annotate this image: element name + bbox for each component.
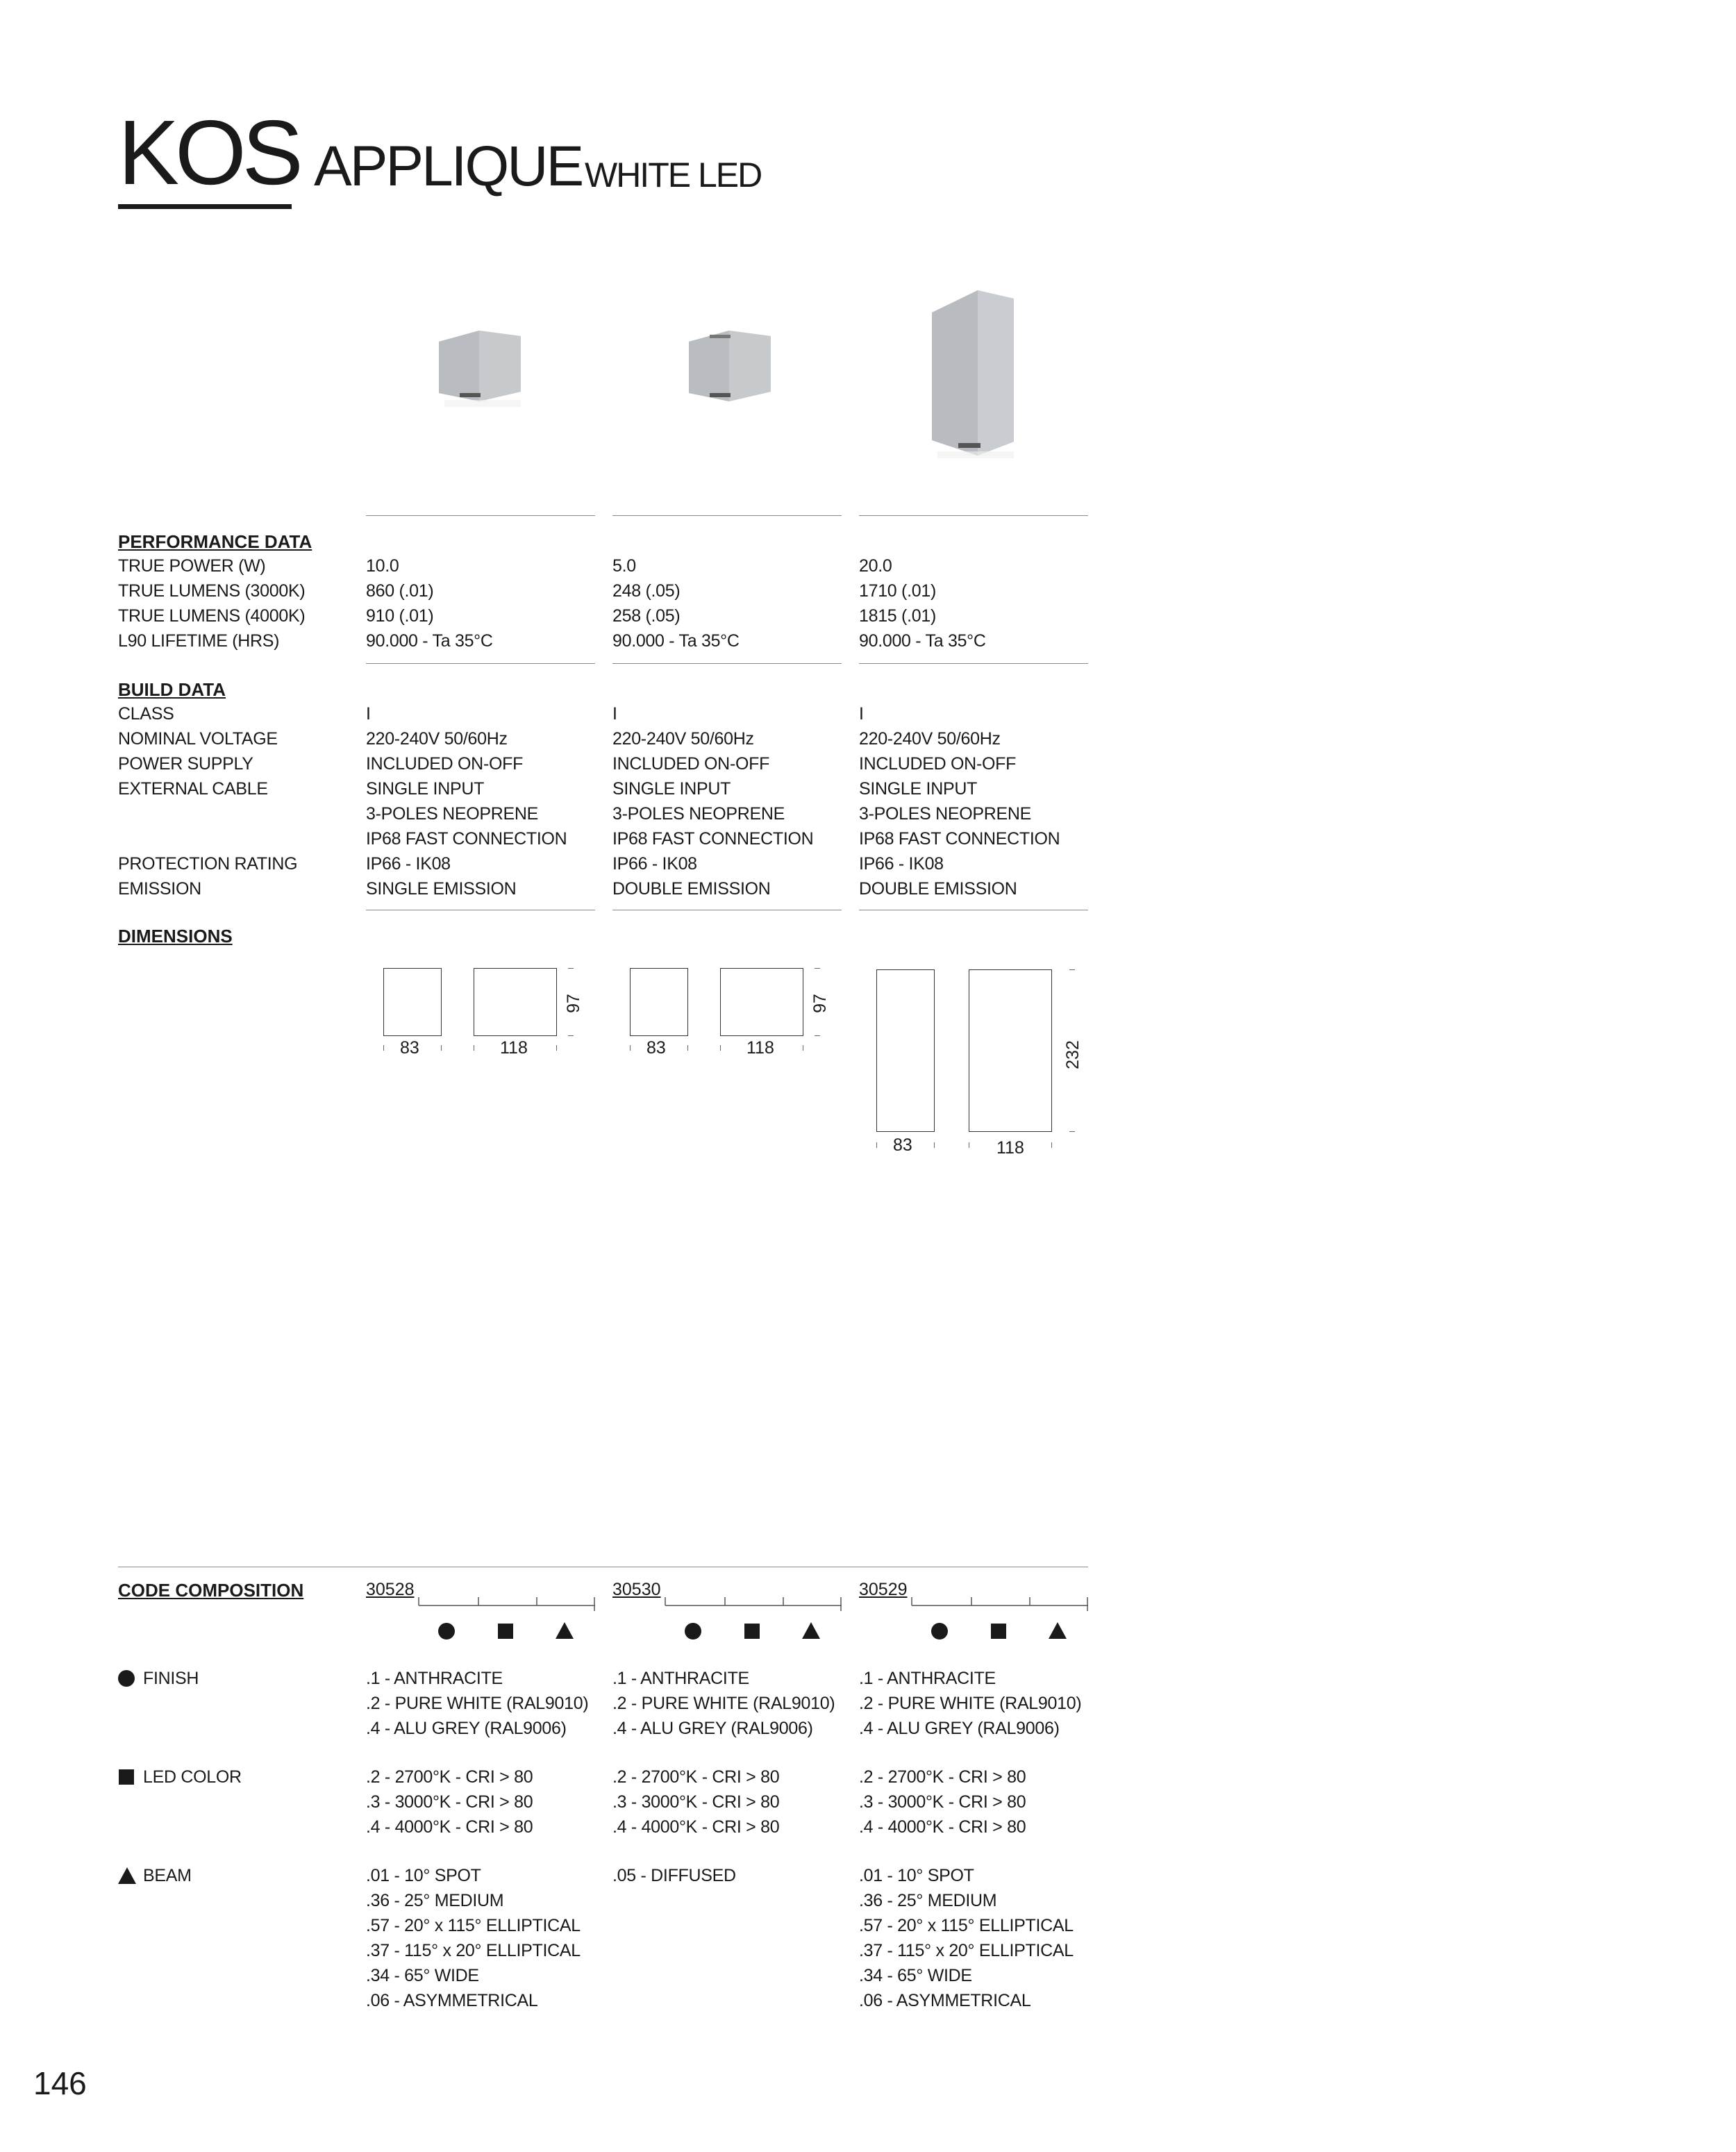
- build-value: IP66 - IK08: [859, 854, 944, 874]
- led-option: .2 - 2700°K - CRI > 80: [612, 1767, 780, 1787]
- beam-option: .37 - 115° x 20° ELLIPTICAL: [859, 1941, 1074, 1960]
- code-bracket: [859, 1594, 1088, 1612]
- finish-option: .4 - ALU GREY (RAL9006): [859, 1719, 1060, 1738]
- product-code: 30528: [366, 1580, 415, 1599]
- build-label: POWER SUPPLY: [118, 754, 253, 774]
- build-value: SINGLE INPUT: [366, 779, 485, 799]
- beam-triangle-icon: [118, 1867, 136, 1884]
- dim-side-view: [876, 969, 935, 1132]
- finish-circle-icon: [931, 1623, 948, 1640]
- build-value: SINGLE INPUT: [612, 779, 731, 799]
- dim-tick: [1069, 1131, 1075, 1132]
- code-bracket: [366, 1594, 595, 1612]
- dim-tick: [876, 1142, 877, 1148]
- beam-option: .05 - DIFFUSED: [612, 1866, 736, 1885]
- beam-option: .34 - 65° WIDE: [366, 1966, 479, 1985]
- code-bracket: [612, 1594, 842, 1612]
- led-option: .3 - 3000°K - CRI > 80: [612, 1792, 780, 1812]
- title-applique: APPLIQUE: [314, 135, 583, 198]
- rule: [366, 515, 595, 516]
- perf-label: TRUE POWER (W): [118, 556, 266, 576]
- build-value: INCLUDED ON-OFF: [859, 754, 1017, 774]
- build-value: 220-240V 50/60Hz: [859, 729, 1001, 749]
- led-option: .4 - 4000°K - CRI > 80: [366, 1817, 533, 1837]
- perf-value: 860 (.01): [366, 581, 434, 601]
- led-option: .2 - 2700°K - CRI > 80: [859, 1767, 1026, 1787]
- perf-label: TRUE LUMENS (4000K): [118, 606, 306, 626]
- dim-tick: [568, 968, 574, 969]
- section-code-heading: CODE COMPOSITION: [118, 1580, 304, 1601]
- dim-width-label: 118: [996, 1138, 1024, 1158]
- build-value: I: [612, 704, 617, 724]
- finish-option: .2 - PURE WHITE (RAL9010): [859, 1694, 1082, 1713]
- build-value: DOUBLE EMISSION: [612, 879, 771, 899]
- beam-option: .36 - 25° MEDIUM: [366, 1891, 504, 1910]
- perf-value: 90.000 - Ta 35°C: [366, 631, 493, 651]
- perf-value: 90.000 - Ta 35°C: [859, 631, 986, 651]
- build-label: NOMINAL VOLTAGE: [118, 729, 278, 749]
- finish-option: .1 - ANTHRACITE: [366, 1669, 503, 1688]
- build-label: EXTERNAL CABLE: [118, 779, 268, 799]
- dim-tick: [815, 1035, 820, 1036]
- dim-depth-label: 83: [893, 1135, 912, 1155]
- dim-tick: [568, 1035, 574, 1036]
- legend-beam-label: BEAM: [143, 1866, 192, 1885]
- finish-option: .2 - PURE WHITE (RAL9010): [366, 1694, 589, 1713]
- build-value: 3-POLES NEOPRENE: [366, 804, 539, 824]
- build-value: 3-POLES NEOPRENE: [859, 804, 1032, 824]
- product-image-2: [681, 319, 778, 431]
- finish-option: .1 - ANTHRACITE: [612, 1669, 749, 1688]
- title-kos: KOS: [118, 101, 299, 203]
- beam-option: .06 - ASYMMETRICAL: [366, 1991, 538, 2010]
- beam-option: .34 - 65° WIDE: [859, 1966, 972, 1985]
- build-value: IP66 - IK08: [366, 854, 451, 874]
- build-value: IP68 FAST CONNECTION: [612, 829, 814, 849]
- perf-label: L90 LIFETIME (HRS): [118, 631, 280, 651]
- beam-triangle-icon: [556, 1622, 574, 1639]
- dim-front-view: [969, 969, 1052, 1132]
- build-value: 3-POLES NEOPRENE: [612, 804, 785, 824]
- finish-option: .4 - ALU GREY (RAL9006): [366, 1719, 567, 1738]
- perf-value: 248 (.05): [612, 581, 681, 601]
- beam-option: .01 - 10° SPOT: [366, 1866, 481, 1885]
- dim-side-view: [630, 968, 688, 1036]
- dim-side-view: [383, 968, 442, 1036]
- beam-option: .57 - 20° x 115° ELLIPTICAL: [366, 1916, 581, 1935]
- build-value: DOUBLE EMISSION: [859, 879, 1017, 899]
- finish-circle-icon: [438, 1623, 455, 1640]
- dim-height-label: 232: [1062, 1040, 1083, 1069]
- dim-front-view: [474, 968, 557, 1036]
- dim-front-view: [720, 968, 803, 1036]
- dim-tick: [1051, 1142, 1052, 1148]
- build-value: I: [366, 704, 371, 724]
- led-option: .4 - 4000°K - CRI > 80: [859, 1817, 1026, 1837]
- perf-value: 1710 (.01): [859, 581, 936, 601]
- build-label: CLASS: [118, 704, 174, 724]
- build-value: INCLUDED ON-OFF: [366, 754, 524, 774]
- product-image-1: [431, 319, 528, 431]
- led-square-icon: [498, 1624, 513, 1639]
- beam-triangle-icon: [1049, 1622, 1067, 1639]
- dim-depth-label: 83: [646, 1038, 666, 1058]
- dim-width-label: 118: [746, 1038, 774, 1058]
- section-build-heading: BUILD DATA: [118, 679, 226, 700]
- perf-value: 5.0: [612, 556, 636, 576]
- led-option: .3 - 3000°K - CRI > 80: [366, 1792, 533, 1812]
- section-dimensions-heading: DIMENSIONS: [118, 926, 233, 946]
- dim-tick: [720, 1045, 721, 1051]
- build-label: PROTECTION RATING: [118, 854, 298, 874]
- beam-option: .57 - 20° x 115° ELLIPTICAL: [859, 1916, 1074, 1935]
- finish-circle-icon: [118, 1670, 135, 1687]
- led-option: .3 - 3000°K - CRI > 80: [859, 1792, 1026, 1812]
- legend-finish-label: FINISH: [143, 1669, 199, 1688]
- dim-width-label: 118: [500, 1038, 528, 1058]
- finish-option: .2 - PURE WHITE (RAL9010): [612, 1694, 835, 1713]
- beam-option: .37 - 115° x 20° ELLIPTICAL: [366, 1941, 581, 1960]
- dim-tick: [1069, 969, 1075, 970]
- perf-value: 910 (.01): [366, 606, 434, 626]
- build-label: EMISSION: [118, 879, 201, 899]
- rule: [612, 515, 842, 516]
- title-underline: [118, 204, 292, 209]
- rule: [859, 663, 1088, 664]
- product-image-3: [924, 278, 1028, 465]
- dim-depth-label: 83: [400, 1038, 419, 1058]
- build-value: INCLUDED ON-OFF: [612, 754, 770, 774]
- dim-tick: [556, 1045, 557, 1051]
- dim-tick: [383, 1045, 384, 1051]
- perf-value: 90.000 - Ta 35°C: [612, 631, 740, 651]
- dim-tick: [687, 1045, 688, 1051]
- perf-value: 10.0: [366, 556, 399, 576]
- led-square-icon: [991, 1624, 1006, 1639]
- rule: [859, 515, 1088, 516]
- dim-height-label: 97: [810, 994, 830, 1013]
- led-option: .2 - 2700°K - CRI > 80: [366, 1767, 533, 1787]
- rule: [612, 663, 842, 664]
- dim-tick: [441, 1045, 442, 1051]
- perf-value: 20.0: [859, 556, 892, 576]
- finish-option: .1 - ANTHRACITE: [859, 1669, 996, 1688]
- beam-option: .06 - ASYMMETRICAL: [859, 1991, 1031, 2010]
- title-white-led: WHITE LED: [585, 156, 762, 194]
- build-value: 220-240V 50/60Hz: [366, 729, 508, 749]
- legend-led-label: LED COLOR: [143, 1767, 242, 1787]
- build-value: I: [859, 704, 864, 724]
- led-square-icon: [119, 1769, 134, 1785]
- beam-triangle-icon: [802, 1622, 820, 1639]
- finish-option: .4 - ALU GREY (RAL9006): [612, 1719, 813, 1738]
- perf-value: 258 (.05): [612, 606, 681, 626]
- product-code: 30530: [612, 1580, 661, 1599]
- product-code: 30529: [859, 1580, 908, 1599]
- beam-option: .01 - 10° SPOT: [859, 1866, 974, 1885]
- build-value: 220-240V 50/60Hz: [612, 729, 754, 749]
- perf-value: 1815 (.01): [859, 606, 936, 626]
- dim-height-label: 97: [563, 994, 583, 1013]
- build-value: IP68 FAST CONNECTION: [859, 829, 1060, 849]
- dim-tick: [630, 1045, 631, 1051]
- finish-circle-icon: [685, 1623, 701, 1640]
- beam-option: .36 - 25° MEDIUM: [859, 1891, 997, 1910]
- led-square-icon: [744, 1624, 760, 1639]
- dim-tick: [815, 968, 820, 969]
- build-value: SINGLE INPUT: [859, 779, 978, 799]
- section-performance-heading: PERFORMANCE DATA: [118, 531, 312, 552]
- led-option: .4 - 4000°K - CRI > 80: [612, 1817, 780, 1837]
- dim-tick: [934, 1142, 935, 1148]
- build-value: IP66 - IK08: [612, 854, 697, 874]
- build-value: SINGLE EMISSION: [366, 879, 517, 899]
- perf-label: TRUE LUMENS (3000K): [118, 581, 306, 601]
- page-number: 146: [33, 2065, 87, 2101]
- rule: [366, 663, 595, 664]
- build-value: IP68 FAST CONNECTION: [366, 829, 567, 849]
